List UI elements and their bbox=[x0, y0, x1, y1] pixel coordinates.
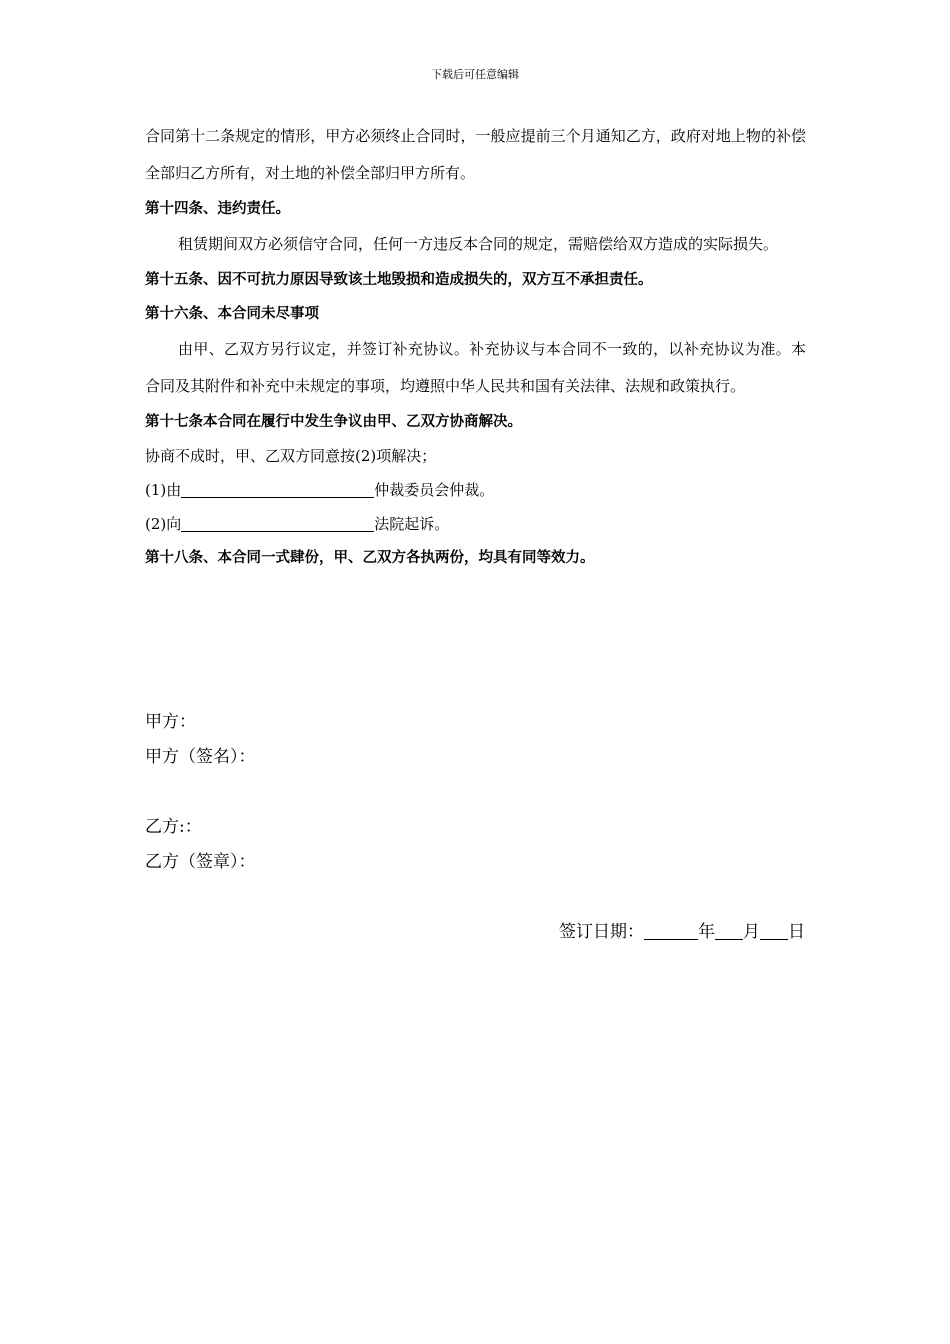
year-blank[interactable] bbox=[644, 921, 698, 940]
year-label: 年 bbox=[698, 922, 715, 942]
signing-date bbox=[559, 920, 805, 944]
article-16-text: 由甲、乙双方另行议定，并签订补充协议。补充协议与本合同不一致的，以补充协议为准。本合同及其附件和补充中未规定的事项，均遵照中华人民共和国有关法律、法规和政策执行。 bbox=[145, 340, 806, 395]
paragraph-termination: 合同第十二条规定的情形，甲方必须终止合同时，一般应提前三个月通知乙方，政府对地上物的补偿全部归乙方所有，对土地的补偿全部归甲方所有。 bbox=[145, 127, 806, 182]
party-b-sign-label: 乙方（签章）： bbox=[145, 852, 256, 872]
article-15-title: 第十五条、因不可抗力原因导致该土地毁损和造成损失的，双方互不承担责任。 bbox=[145, 272, 653, 288]
option-2-prefix: (2)向 bbox=[145, 515, 182, 533]
contract-body bbox=[145, 118, 806, 575]
article-14-text: 租赁期间双方必须信守合同，任何一方违反本合同的规定，需赔偿给双方造成的实际损失。 bbox=[178, 235, 779, 253]
day-label: 日 bbox=[788, 922, 805, 942]
arbitration-blank[interactable] bbox=[181, 479, 374, 498]
option-2-court bbox=[145, 507, 806, 541]
article-14-title: 第十四条、违约责任。 bbox=[145, 201, 290, 217]
article-16-title: 第十六条、本合同未尽事项 bbox=[145, 306, 319, 322]
option-1-suffix: 仲裁委员会仲裁。 bbox=[374, 481, 495, 499]
article-17-text: 协商不成时，甲、乙双方同意按(2)项解决； bbox=[145, 447, 437, 465]
party-a-label: 甲方： bbox=[145, 712, 196, 732]
month-blank[interactable] bbox=[715, 921, 743, 940]
party-a-sign-label: 甲方（签名）： bbox=[145, 747, 256, 767]
article-17-title: 第十七条本合同在履行中发生争议由甲、乙双方协商解决。 bbox=[145, 414, 522, 430]
option-1-prefix: (1)由 bbox=[145, 481, 182, 499]
option-2-suffix: 法院起诉。 bbox=[374, 515, 450, 533]
day-blank[interactable] bbox=[760, 921, 788, 940]
month-label: 月 bbox=[743, 922, 760, 942]
page-header: 下载后可任意编辑 bbox=[431, 68, 519, 81]
article-18-title: 第十八条、本合同一式肆份，甲、乙双方各执两份，均具有同等效力。 bbox=[145, 550, 595, 566]
court-blank[interactable] bbox=[181, 513, 374, 532]
option-1-arbitration bbox=[145, 473, 806, 507]
date-label: 签订日期： bbox=[559, 922, 644, 942]
party-b-label: 乙方:： bbox=[145, 817, 202, 837]
